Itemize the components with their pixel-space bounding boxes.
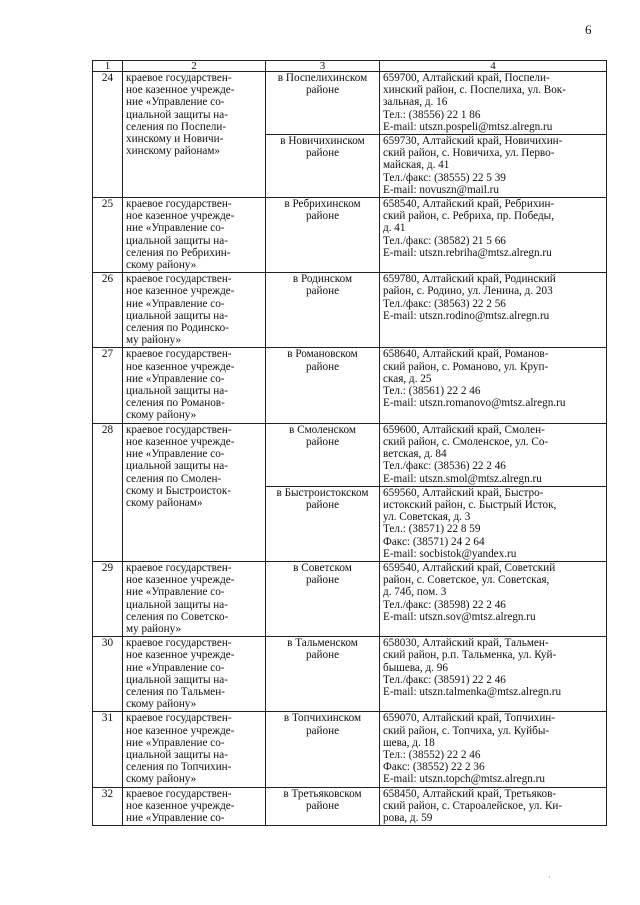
district-line: районе [305,498,340,511]
organization-line: хинскому районам» [126,145,221,158]
phone-line: Тел./факс: (38598) 22 2 46 [383,598,506,611]
address-line: 659730, Алтайский край, Новичихин- [383,135,563,148]
address-line: ский район, с. Ребриха, пр. Победы, [383,210,554,223]
address-line: ский район, с. Романово, ул. Круп- [383,360,549,373]
organization-line: ние «Управление со- [126,586,225,599]
organization-line: скому районам» [126,496,203,509]
district-name [266,348,380,423]
district-line: в Новичихинском [280,135,365,148]
address-line: истокский район, с. Быстрый Исток, [383,498,557,511]
phone-line: Тел./факс: (38563) 22 2 56 [383,297,506,310]
organization-name [123,273,266,348]
phone-line: Тел.: (38556) 22 1 86 [383,108,481,121]
organization-line: циальной защиты на- [126,748,228,761]
organization-line: ное казенное учрежде- [126,285,235,298]
organization-name [123,712,266,787]
address-line: район, с. Родино, ул. Ленина, д. 203 [383,285,553,298]
organization-line: скому району» [126,409,197,422]
table-row [93,198,607,273]
district-name [266,273,380,348]
address-line: 659780, Алтайский край, Родинский [383,273,556,286]
table-row [93,787,607,826]
organization-line: краевое государствен- [126,273,232,286]
table-row [93,561,607,636]
phone-line: Факс: (38552) 22 2 36 [383,761,485,774]
district-line: районе [305,799,340,812]
table-row [93,273,607,348]
district-line: районе [305,147,340,160]
email-line: E-mail: utszn.pospeli@mtsz.alregn.ru [383,120,553,133]
district-line: в Быстроистокском [276,486,369,499]
table-row [93,637,607,712]
address-contacts [380,712,607,787]
organization-line: селения по Родинско- [126,322,229,335]
district-name [266,423,380,486]
page-number: 6 [585,22,592,37]
address-line: хинский район, с. Поспелиха, ул. Вок- [383,84,566,97]
phone-line: Тел.: (38561) 22 2 46 [383,385,481,398]
organization-line: ное казенное учрежде- [126,574,235,587]
organization-name [123,423,266,561]
organization-line: ние «Управление со- [126,448,225,461]
address-line: 658030, Алтайский край, Тальмен- [383,637,549,650]
district-line: в Третьяковском [283,787,362,800]
address-contacts [380,423,607,486]
organization-line: селения по Смолен- [126,472,222,485]
organization-name [123,198,266,273]
column-number-row [93,61,607,72]
table-row [93,423,607,486]
organization-line: краевое государствен- [126,72,232,84]
organization-line: хинскому и Новичи- [126,133,224,146]
address-line: 658540, Алтайский край, Ребрихин- [383,198,555,211]
phone-line: Тел./факс: (38582) 21 5 66 [383,234,506,247]
address-line: ский район, с. Староалейское, ул. Ки- [383,799,563,812]
organization-line: циальной защиты на- [126,108,228,121]
organization-line: циальной защиты на- [126,385,228,398]
organization-name [123,561,266,636]
district-line: в Ребрихинском [284,198,361,211]
table-row [93,72,607,135]
address-line: ская, д. 25 [383,372,432,385]
organization-line: краевое государствен- [126,637,232,650]
organization-name [123,787,266,826]
organization-line: му району» [126,334,182,347]
district-line: в Родинском [292,273,353,286]
organization-line: циальной защиты на- [126,234,228,247]
column-header-1: 1 [93,61,123,72]
column-header-4: 4 [380,61,607,72]
district-line: в Тальменском [287,637,358,650]
district-name [266,135,380,198]
email-line: E-mail: utszn.rodino@mtsz.alregn.ru [383,309,550,322]
organization-name [123,348,266,423]
address-contacts [380,486,607,561]
district-line: районе [305,724,340,737]
email-line: E-mail: utszn.sov@mtsz.alregn.ru [383,610,536,623]
organization-line: краевое государствен- [126,712,232,725]
district-line: районе [305,574,340,587]
address-line: зальная, д. 16 [383,96,448,109]
organization-line: ние «Управление со- [126,222,225,235]
address-line: д. 74б, пом. 3 [383,586,447,599]
district-name [266,637,380,712]
district-line: районе [305,435,340,448]
organization-line: скому и Быстроисток- [126,484,232,497]
address-contacts [380,135,607,198]
address-line: д. 41 [383,222,406,235]
address-contacts [380,72,607,135]
organization-line: му району» [126,622,182,635]
email-line: E-mail: utszn.talmenka@mtsz.alregn.ru [383,685,562,698]
district-line: районе [305,360,340,373]
address-line: бышева, д. 96 [383,661,448,674]
address-line: 659600, Алтайский край, Смолен- [383,423,545,436]
organization-line: ное казенное учрежде- [126,360,235,373]
organization-line: ние «Управление со- [126,297,225,310]
organization-line: краевое государствен- [126,198,232,211]
organization-line: циальной защиты на- [126,598,228,611]
scan-mark: · [548,872,551,882]
organization-line: ное казенное учрежде- [126,435,235,448]
address-contacts [380,348,607,423]
organization-line: краевое государствен- [126,423,232,436]
table-row [93,712,607,787]
organization-line: селения по Топчихин- [126,761,232,774]
email-line: E-mail: utszn.topch@mtsz.alregn.ru [383,773,545,786]
phone-line: Тел.: (38552) 22 2 46 [383,748,481,761]
district-line: в Романовском [287,348,358,361]
district-line: районе [305,84,340,97]
phone-line: Тел./факс: (38555) 22 5 39 [383,171,506,184]
district-line: в Советском [293,561,352,574]
column-header-3: 3 [266,61,380,72]
row-number: 32 [93,787,123,826]
address-line: 658640, Алтайский край, Романов- [383,348,549,361]
organization-line: селения по Советско- [126,610,229,623]
address-line: ул. Советская, д. 3 [383,511,471,524]
address-contacts [380,637,607,712]
organization-line: скому району» [126,773,197,786]
district-name [266,561,380,636]
organization-line: селения по Романов- [126,397,225,410]
email-line: E-mail: novuszn@mail.ru [383,183,499,196]
organization-line: ное казенное учрежде- [126,84,235,97]
address-line: ский район, с. Топчиха, ул. Куйбы- [383,724,550,737]
organization-line: ное казенное учрежде- [126,724,235,737]
phone-line: Факс: (38571) 24 2 64 [383,535,485,548]
organization-line: скому району» [126,698,197,711]
email-line: E-mail: socbistok@yandex.ru [383,547,517,560]
organization-line: селения по Ребрихин- [126,246,231,259]
organization-line: ние «Управление со- [126,811,225,824]
district-line: в Смоленском [289,423,356,436]
address-contacts [380,561,607,636]
district-name [266,198,380,273]
organization-name [123,637,266,712]
row-number: 31 [93,712,123,787]
address-line: 659560, Алтайский край, Быстро- [383,486,544,499]
registry-table [92,60,607,826]
address-contacts [380,273,607,348]
row-number: 26 [93,273,123,348]
organization-line: циальной защиты на- [126,309,228,322]
email-line: E-mail: utszn.rebriha@mtsz.alregn.ru [383,246,552,259]
row-number: 29 [93,561,123,636]
district-name [266,712,380,787]
district-name [266,72,380,135]
address-line: район, с. Советское, ул. Советская, [383,574,550,587]
email-line: E-mail: utszn.smol@mtsz.alregn.ru [383,472,542,485]
email-line: E-mail: utszn.romanovo@mtsz.alregn.ru [383,397,566,410]
address-line: ский район, с. Смоленское, ул. Со- [383,435,549,448]
organization-line: ное казенное учрежде- [126,649,235,662]
organization-line: ние «Управление со- [126,96,225,109]
address-line: ский район, с. Новичиха, ул. Перво- [383,147,555,160]
row-number: 27 [93,348,123,423]
organization-line: селения по Тальмен- [126,685,225,698]
address-line: рова, д. 59 [383,811,433,824]
address-line: 659700, Алтайский край, Поспели- [383,72,550,84]
address-line: ветская, д. 84 [383,448,447,461]
district-line: районе [305,285,340,298]
district-line: в Топчихинском [283,712,362,725]
district-line: в Поспелихинском [277,72,368,84]
address-line: майская, д. 41 [383,159,450,172]
table-row [93,348,607,423]
row-number: 24 [93,72,123,198]
organization-line: ние «Управление со- [126,661,225,674]
district-line: районе [305,649,340,662]
phone-line: Тел./факс: (38591) 22 2 46 [383,673,506,686]
address-line: 659540, Алтайский край, Советский [383,561,556,574]
row-number: 25 [93,198,123,273]
district-name [266,486,380,561]
address-line: 659070, Алтайский край, Топчихин- [383,712,556,725]
row-number: 30 [93,637,123,712]
organization-line: краевое государствен- [126,348,232,361]
address-line: 658450, Алтайский край, Третьяков- [383,787,557,800]
organization-line: ное казенное учрежде- [126,210,235,223]
address-contacts [380,198,607,273]
organization-line: ние «Управление со- [126,372,225,385]
district-line: районе [305,210,340,223]
organization-line: скому району» [126,259,197,272]
organization-line: циальной защиты на- [126,460,228,473]
organization-line: ное казенное учрежде- [126,799,235,812]
organization-line: краевое государствен- [126,787,232,800]
phone-line: Тел.: (38571) 22 8 59 [383,523,481,536]
organization-line: ние «Управление со- [126,736,225,749]
address-contacts [380,787,607,826]
organization-line: циальной защиты на- [126,673,228,686]
row-number: 28 [93,423,123,561]
address-line: ский район, р.п. Тальменка, ул. Куй- [383,649,557,662]
phone-line: Тел./факс: (38536) 22 2 46 [383,460,506,473]
organization-line: краевое государствен- [126,561,232,574]
address-line: шева, д. 18 [383,736,435,749]
column-header-2: 2 [123,61,266,72]
organization-line: селения по Поспели- [126,120,227,133]
district-name [266,787,380,826]
organization-name [123,72,266,198]
